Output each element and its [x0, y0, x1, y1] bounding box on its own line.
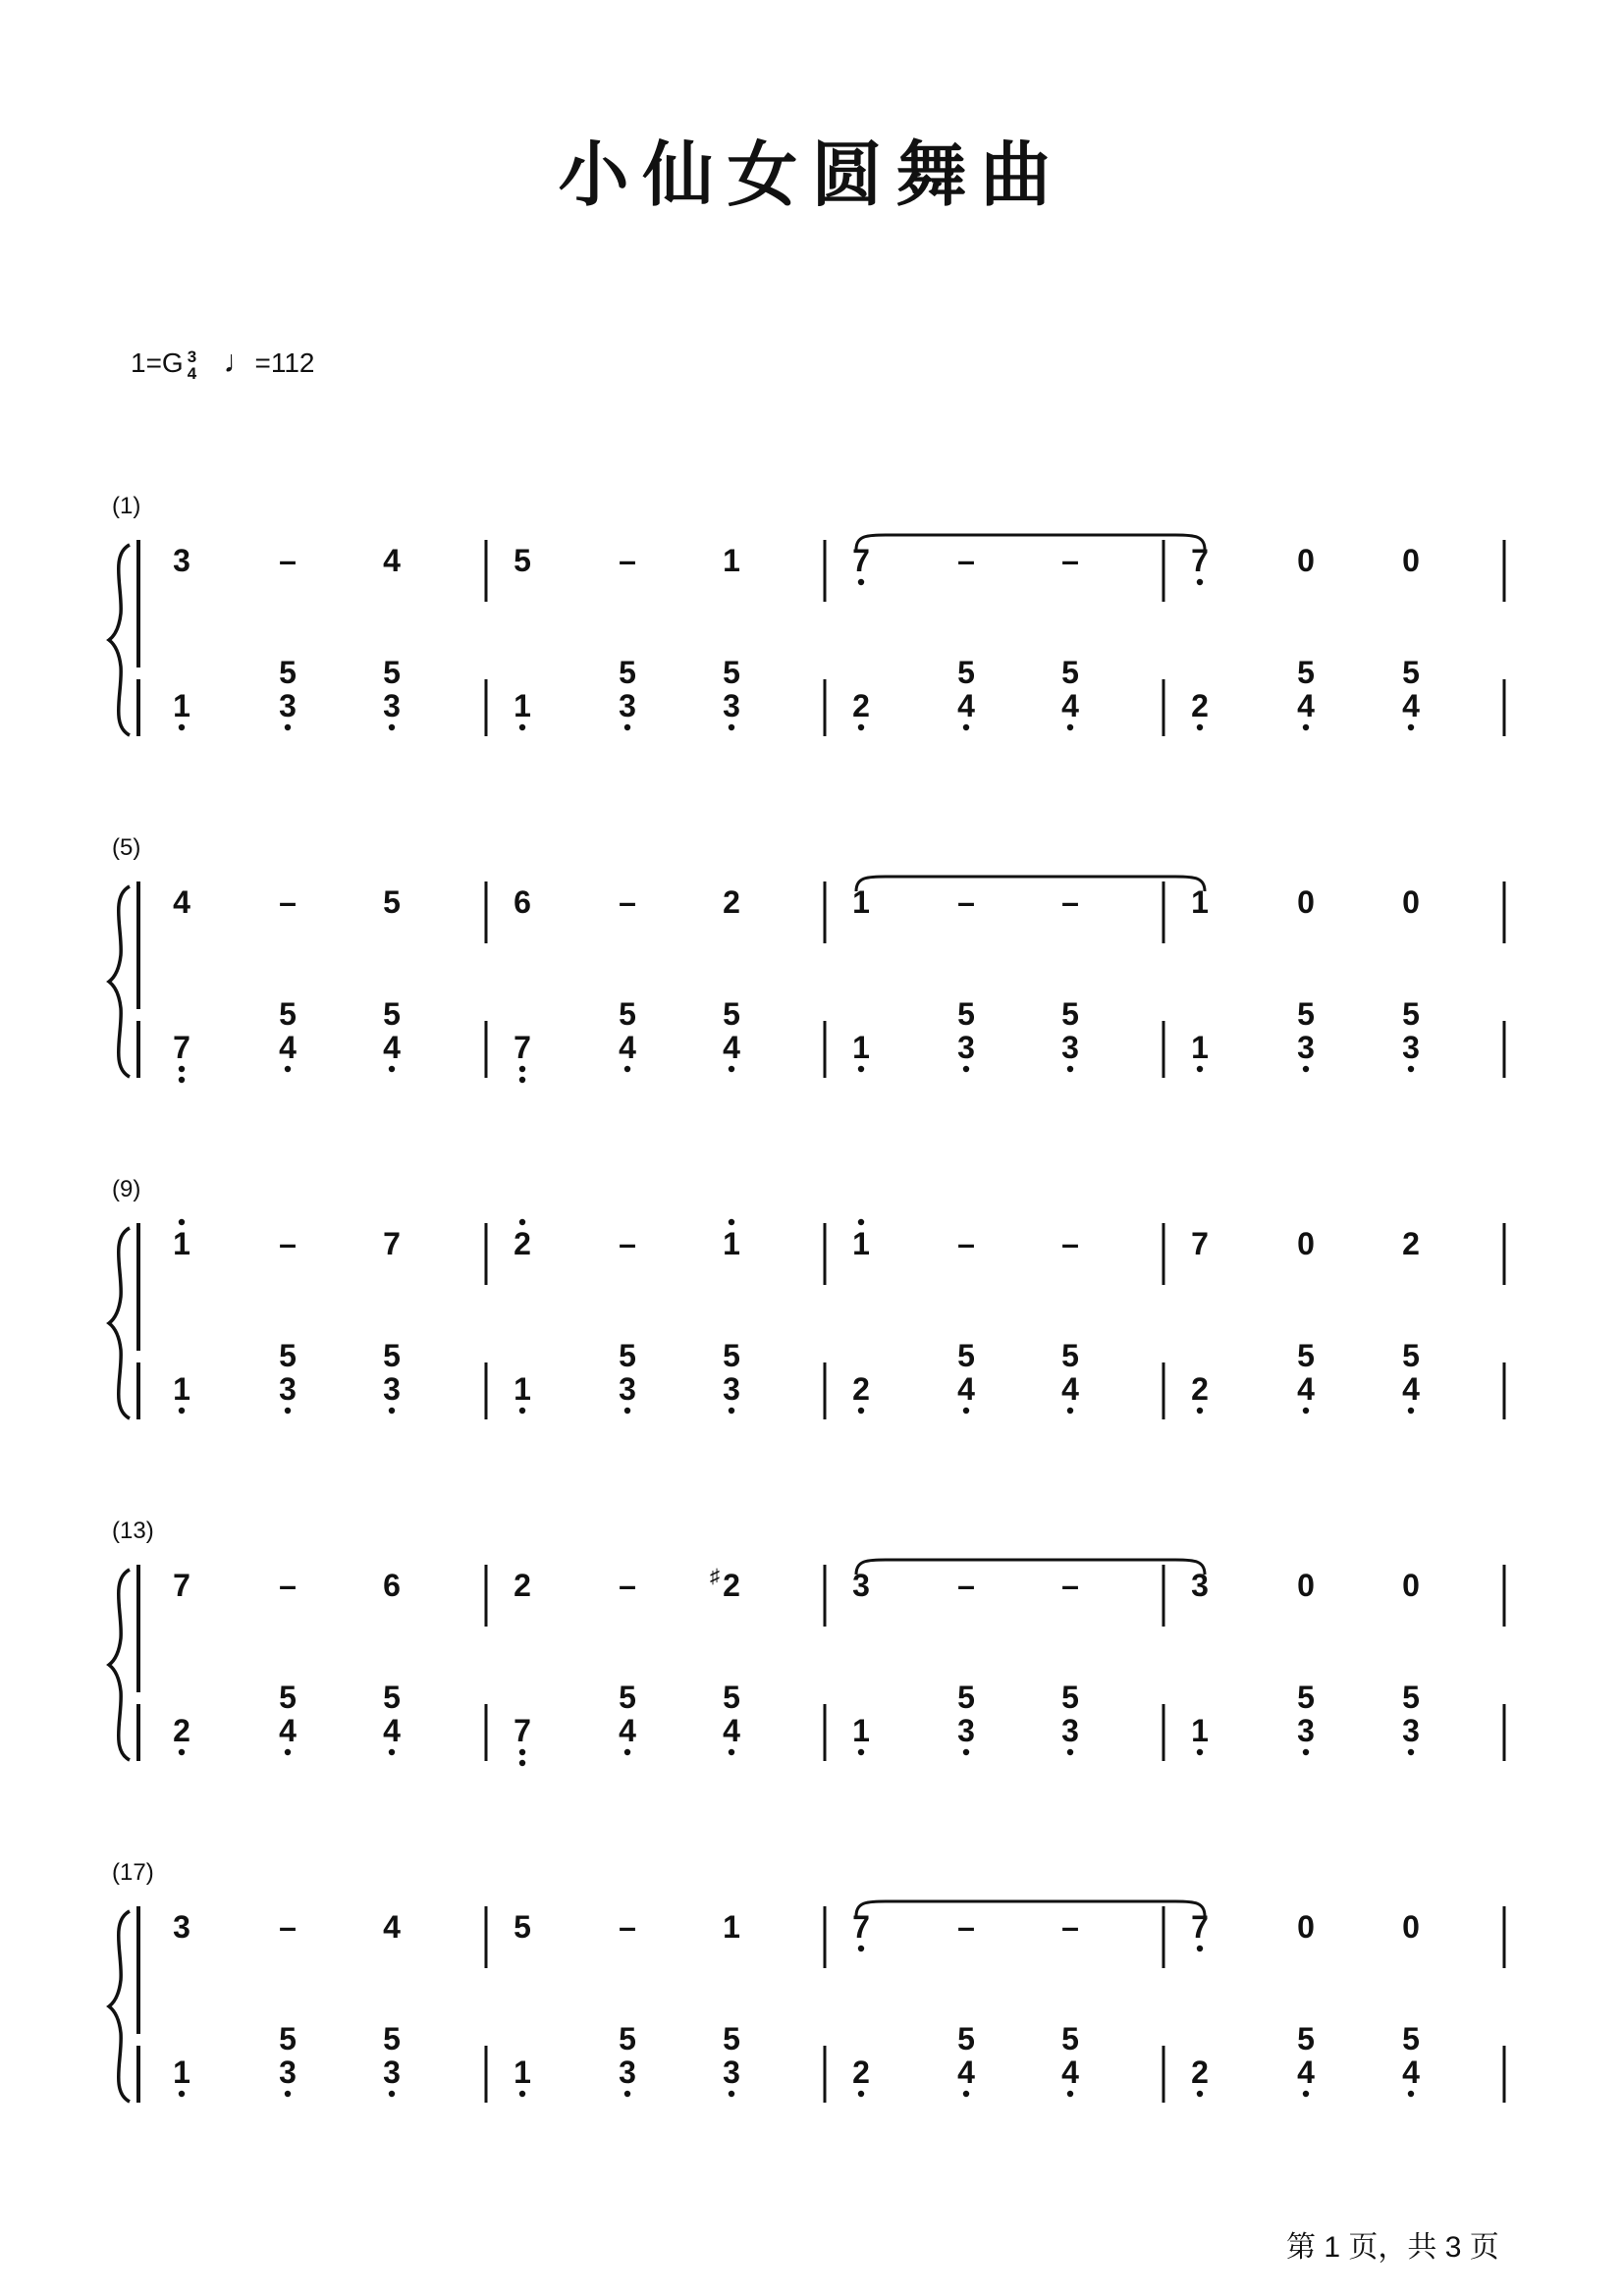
- melody-note: 0: [1297, 543, 1315, 578]
- octave-dot: [624, 724, 630, 730]
- bass-note: 3: [723, 2055, 740, 2090]
- bass-note: 4: [619, 1713, 636, 1748]
- octave-dot: [963, 2091, 969, 2097]
- melody-note: 1: [723, 1909, 740, 1945]
- grand-staff-brace: [109, 886, 130, 1077]
- chord-upper-note: 5: [619, 996, 636, 1032]
- dash-extension: –: [279, 543, 297, 578]
- bass-note: 2: [852, 1371, 870, 1407]
- quarter-note-icon: ♩: [223, 344, 255, 379]
- octave-dot: [1197, 1946, 1203, 1951]
- chord-upper-note: 5: [383, 1680, 401, 1715]
- chord-upper-note: 5: [1061, 2021, 1079, 2056]
- chord-upper-note: 5: [1297, 1338, 1315, 1373]
- chord-upper-note: 5: [1061, 1338, 1079, 1373]
- octave-dot: [963, 1408, 969, 1414]
- octave-dot: [1408, 1749, 1414, 1755]
- bass-note: 1: [514, 2055, 531, 2090]
- octave-dot: [624, 1749, 630, 1755]
- bass-note: 3: [279, 688, 297, 723]
- melody-note: 7: [173, 1568, 190, 1603]
- chord-upper-note: 5: [619, 655, 636, 690]
- octave-dot: [729, 2091, 734, 2097]
- bass-note: 4: [1061, 688, 1079, 723]
- tie-slur: [856, 1560, 1205, 1575]
- chord-upper-note: 5: [383, 996, 401, 1032]
- bass-note: 4: [1061, 1371, 1079, 1407]
- octave-dot: [179, 1749, 185, 1755]
- melody-note: 0: [1297, 884, 1315, 920]
- bass-note: 3: [383, 688, 401, 723]
- octave-dot: [389, 1408, 395, 1414]
- bass-note: 3: [1402, 1030, 1420, 1065]
- octave-dot: [1067, 2091, 1073, 2097]
- bass-note: 4: [1402, 2055, 1420, 2090]
- measure-number: (17): [112, 1859, 154, 1886]
- chord-upper-note: 5: [723, 1338, 740, 1373]
- melody-note: 2: [723, 884, 740, 920]
- octave-dot: [179, 1066, 185, 1072]
- octave-dot: [519, 1077, 525, 1083]
- bass-note: 4: [957, 1371, 975, 1407]
- octave-dot: [729, 1219, 734, 1225]
- melody-note: 3: [1191, 1568, 1209, 1603]
- bass-note: 1: [852, 1713, 870, 1748]
- bass-note: 4: [279, 1713, 297, 1748]
- dash-extension: –: [957, 1909, 975, 1945]
- octave-dot: [1303, 2091, 1309, 2097]
- dash-extension: –: [279, 1568, 297, 1603]
- melody-note: 5: [514, 543, 531, 578]
- octave-dot: [729, 1408, 734, 1414]
- octave-dot: [519, 1760, 525, 1766]
- melody-note: 4: [383, 543, 401, 578]
- chord-upper-note: 5: [1061, 1680, 1079, 1715]
- measure-number: (9): [112, 1176, 141, 1202]
- octave-dot: [179, 1408, 185, 1414]
- chord-upper-note: 5: [279, 1680, 297, 1715]
- dash-extension: –: [1061, 884, 1079, 920]
- octave-dot: [179, 1219, 185, 1225]
- melody-note: 7: [1191, 543, 1209, 578]
- melody-note: 7: [383, 1226, 401, 1261]
- melody-note: 2: [1402, 1226, 1420, 1261]
- chord-upper-note: 5: [619, 1338, 636, 1373]
- dash-extension: –: [957, 1568, 975, 1603]
- octave-dot: [858, 579, 864, 585]
- dash-extension: –: [1061, 1226, 1079, 1261]
- bass-note: 4: [1402, 1371, 1420, 1407]
- octave-dot: [1197, 2091, 1203, 2097]
- chord-upper-note: 5: [957, 655, 975, 690]
- octave-dot: [1197, 579, 1203, 585]
- bass-note: 3: [1297, 1713, 1315, 1748]
- bass-note: 2: [852, 2055, 870, 2090]
- bass-note: 1: [173, 688, 190, 723]
- bass-note: 2: [1191, 1371, 1209, 1407]
- tie-slur: [856, 1901, 1205, 1916]
- melody-note: 0: [1402, 543, 1420, 578]
- octave-dot: [1067, 1408, 1073, 1414]
- measure-number: (5): [112, 834, 141, 861]
- chord-upper-note: 5: [1297, 1680, 1315, 1715]
- chord-upper-note: 5: [1297, 655, 1315, 690]
- tie-slur: [856, 535, 1205, 550]
- octave-dot: [179, 2091, 185, 2097]
- octave-dot: [179, 724, 185, 730]
- bass-note: 3: [1402, 1713, 1420, 1748]
- melody-note: 1: [723, 1226, 740, 1261]
- melody-note: 5: [514, 1909, 531, 1945]
- chord-upper-note: 5: [383, 2021, 401, 2056]
- dash-extension: –: [1061, 1909, 1079, 1945]
- dash-extension: –: [279, 1909, 297, 1945]
- chord-upper-note: 5: [279, 2021, 297, 2056]
- chord-upper-note: 5: [1297, 996, 1315, 1032]
- dash-extension: –: [279, 884, 297, 920]
- octave-dot: [729, 1749, 734, 1755]
- chord-upper-note: 5: [1297, 2021, 1315, 2056]
- octave-dot: [1197, 724, 1203, 730]
- chord-upper-note: 5: [279, 655, 297, 690]
- octave-dot: [858, 2091, 864, 2097]
- octave-dot: [1067, 724, 1073, 730]
- dash-extension: –: [957, 1226, 975, 1261]
- octave-dot: [389, 2091, 395, 2097]
- dash-extension: –: [957, 884, 975, 920]
- bass-note: 4: [957, 688, 975, 723]
- dash-extension: –: [619, 543, 636, 578]
- bass-note: 1: [514, 688, 531, 723]
- octave-dot: [963, 1749, 969, 1755]
- bass-note: 2: [1191, 688, 1209, 723]
- octave-dot: [1197, 1749, 1203, 1755]
- bass-note: 4: [1297, 688, 1315, 723]
- bass-note: 3: [957, 1030, 975, 1065]
- octave-dot: [519, 1219, 525, 1225]
- bass-note: 1: [173, 1371, 190, 1407]
- melody-note: 4: [383, 1909, 401, 1945]
- grand-staff-brace: [109, 1911, 130, 2102]
- score-title: 小仙女圆舞曲: [558, 133, 1065, 216]
- chord-upper-note: 5: [619, 1680, 636, 1715]
- melody-note: 1: [852, 1226, 870, 1261]
- bass-note: 2: [852, 688, 870, 723]
- chord-upper-note: 5: [1061, 655, 1079, 690]
- bass-note: 3: [1061, 1713, 1079, 1748]
- dash-extension: –: [957, 543, 975, 578]
- chord-upper-note: 5: [279, 996, 297, 1032]
- bass-note: 7: [514, 1713, 531, 1748]
- tempo-marking: =112: [254, 347, 315, 378]
- chord-upper-note: 5: [957, 1680, 975, 1715]
- octave-dot: [1408, 1408, 1414, 1414]
- chord-upper-note: 5: [1061, 996, 1079, 1032]
- bass-note: 2: [173, 1713, 190, 1748]
- page-footer: 第 1 页，共 3 页: [1286, 2231, 1499, 2264]
- melody-note: 7: [852, 543, 870, 578]
- bass-note: 3: [1297, 1030, 1315, 1065]
- melody-note: 7: [1191, 1909, 1209, 1945]
- octave-dot: [729, 724, 734, 730]
- octave-dot: [389, 1749, 395, 1755]
- dash-extension: –: [619, 1909, 636, 1945]
- octave-dot: [389, 724, 395, 730]
- measure-number: (13): [112, 1518, 154, 1544]
- melody-note: 0: [1297, 1909, 1315, 1945]
- bass-note: 3: [279, 2055, 297, 2090]
- bass-note: 4: [619, 1030, 636, 1065]
- octave-dot: [389, 1066, 395, 1072]
- bass-note: 4: [1297, 2055, 1315, 2090]
- bass-note: 3: [619, 688, 636, 723]
- melody-note: 2: [514, 1226, 531, 1261]
- bass-note: 4: [1061, 2055, 1079, 2090]
- octave-dot: [285, 724, 291, 730]
- octave-dot: [1303, 1749, 1309, 1755]
- bass-note: 3: [619, 2055, 636, 2090]
- chord-upper-note: 5: [383, 655, 401, 690]
- chord-upper-note: 5: [957, 1338, 975, 1373]
- octave-dot: [1408, 1066, 1414, 1072]
- melody-note: 0: [1297, 1568, 1315, 1603]
- melody-note: 1: [852, 884, 870, 920]
- bass-note: 1: [514, 1371, 531, 1407]
- octave-dot: [285, 2091, 291, 2097]
- bass-note: 1: [1191, 1030, 1209, 1065]
- bass-note: 4: [383, 1030, 401, 1065]
- melody-note: 3: [173, 1909, 190, 1945]
- bass-note: 4: [1402, 688, 1420, 723]
- octave-dot: [858, 1946, 864, 1951]
- grand-staff-brace: [109, 545, 130, 735]
- octave-dot: [1408, 724, 1414, 730]
- octave-dot: [519, 724, 525, 730]
- grand-staff-brace: [109, 1228, 130, 1418]
- chord-upper-note: 5: [723, 2021, 740, 2056]
- octave-dot: [519, 1408, 525, 1414]
- bass-note: 4: [723, 1713, 740, 1748]
- dash-extension: –: [619, 884, 636, 920]
- chord-upper-note: 5: [279, 1338, 297, 1373]
- chord-upper-note: 5: [723, 996, 740, 1032]
- bass-note: 3: [279, 1371, 297, 1407]
- bass-note: 3: [723, 1371, 740, 1407]
- bass-note: 7: [173, 1030, 190, 1065]
- key-signature: 1=G: [131, 347, 184, 378]
- octave-dot: [1197, 1066, 1203, 1072]
- chord-upper-note: 5: [957, 2021, 975, 2056]
- octave-dot: [858, 1749, 864, 1755]
- octave-dot: [1303, 1066, 1309, 1072]
- bass-note: 4: [957, 2055, 975, 2090]
- octave-dot: [1197, 1408, 1203, 1414]
- octave-dot: [1303, 724, 1309, 730]
- melody-note: 2: [723, 1568, 740, 1603]
- chord-upper-note: 5: [723, 655, 740, 690]
- melody-note: 6: [383, 1568, 401, 1603]
- octave-dot: [519, 1749, 525, 1755]
- melody-note: 2: [514, 1568, 531, 1603]
- chord-upper-note: 5: [723, 1680, 740, 1715]
- melody-note: 1: [173, 1226, 190, 1261]
- bass-note: 3: [957, 1713, 975, 1748]
- bass-note: 3: [723, 688, 740, 723]
- melody-note: 7: [852, 1909, 870, 1945]
- melody-note: 1: [1191, 884, 1209, 920]
- grand-staff-brace: [109, 1570, 130, 1760]
- bass-note: 3: [1061, 1030, 1079, 1065]
- melody-note: 1: [723, 543, 740, 578]
- octave-dot: [858, 1408, 864, 1414]
- octave-dot: [858, 1219, 864, 1225]
- bass-note: 1: [173, 2055, 190, 2090]
- octave-dot: [179, 1077, 185, 1083]
- chord-upper-note: 5: [1402, 2021, 1420, 2056]
- octave-dot: [519, 2091, 525, 2097]
- melody-note: 0: [1402, 1568, 1420, 1603]
- bass-note: 1: [852, 1030, 870, 1065]
- time-signature-bottom: 4: [187, 363, 197, 383]
- melody-note: 6: [514, 884, 531, 920]
- bass-note: 3: [619, 1371, 636, 1407]
- tie-slur: [856, 877, 1205, 891]
- dash-extension: –: [279, 1226, 297, 1261]
- octave-dot: [285, 1066, 291, 1072]
- bass-note: 3: [383, 2055, 401, 2090]
- octave-dot: [1067, 1066, 1073, 1072]
- chord-upper-note: 5: [1402, 1680, 1420, 1715]
- octave-dot: [285, 1749, 291, 1755]
- bass-note: 7: [514, 1030, 531, 1065]
- bass-note: 4: [723, 1030, 740, 1065]
- octave-dot: [519, 1066, 525, 1072]
- octave-dot: [285, 1408, 291, 1414]
- octave-dot: [624, 1408, 630, 1414]
- measure-number: (1): [112, 493, 141, 519]
- chord-upper-note: 5: [957, 996, 975, 1032]
- chord-upper-note: 5: [619, 2021, 636, 2056]
- bass-note: 4: [1297, 1371, 1315, 1407]
- bass-note: 1: [1191, 1713, 1209, 1748]
- octave-dot: [858, 1066, 864, 1072]
- chord-upper-note: 5: [383, 1338, 401, 1373]
- dash-extension: –: [1061, 1568, 1079, 1603]
- bass-note: 4: [279, 1030, 297, 1065]
- time-signature-top: 3: [187, 347, 197, 366]
- melody-note: 7: [1191, 1226, 1209, 1261]
- octave-dot: [963, 724, 969, 730]
- octave-dot: [624, 2091, 630, 2097]
- melody-note: 3: [173, 543, 190, 578]
- melody-note: 0: [1402, 1909, 1420, 1945]
- octave-dot: [1408, 2091, 1414, 2097]
- dash-extension: –: [619, 1568, 636, 1603]
- octave-dot: [624, 1066, 630, 1072]
- octave-dot: [729, 1066, 734, 1072]
- dash-extension: –: [1061, 543, 1079, 578]
- chord-upper-note: 5: [1402, 1338, 1420, 1373]
- octave-dot: [963, 1066, 969, 1072]
- melody-note: 3: [852, 1568, 870, 1603]
- octave-dot: [1067, 1749, 1073, 1755]
- dash-extension: –: [619, 1226, 636, 1261]
- sharp-accidental: ♯: [710, 1566, 720, 1587]
- bass-note: 3: [383, 1371, 401, 1407]
- chord-upper-note: 5: [1402, 996, 1420, 1032]
- melody-note: 5: [383, 884, 401, 920]
- bass-note: 4: [383, 1713, 401, 1748]
- chord-upper-note: 5: [1402, 655, 1420, 690]
- melody-note: 0: [1402, 884, 1420, 920]
- bass-note: 2: [1191, 2055, 1209, 2090]
- octave-dot: [1303, 1408, 1309, 1414]
- octave-dot: [858, 724, 864, 730]
- melody-note: 4: [173, 884, 190, 920]
- melody-note: 0: [1297, 1226, 1315, 1261]
